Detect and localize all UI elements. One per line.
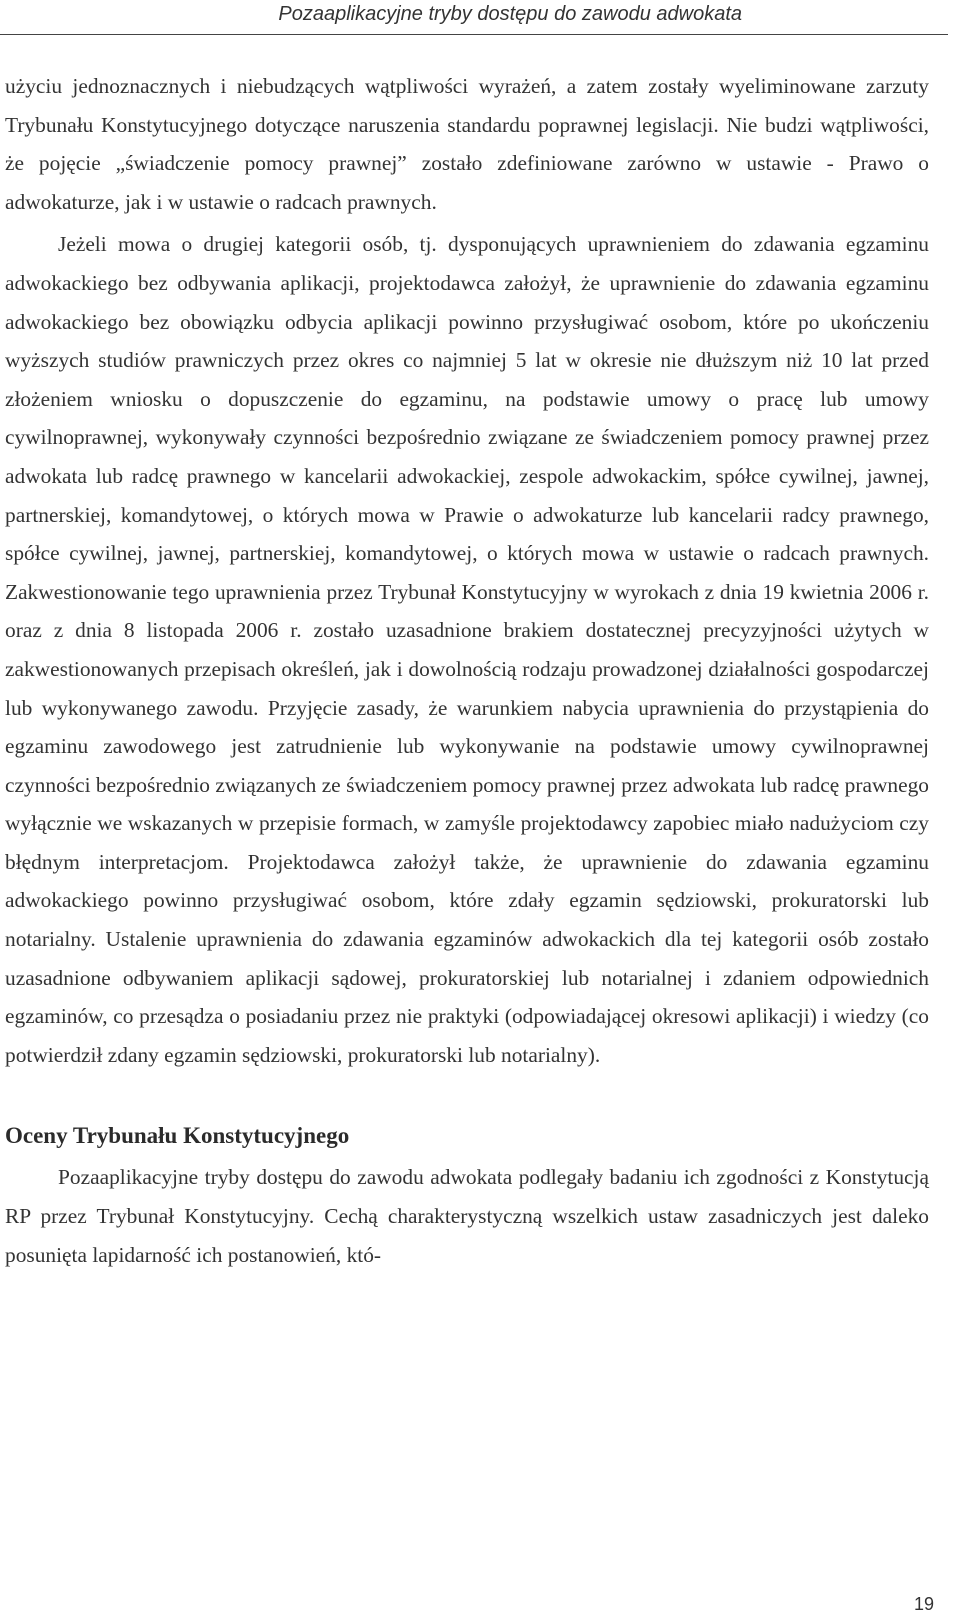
running-title: Pozaaplikacyjne tryby dostępu do zawodu adwokata (278, 3, 742, 25)
body-paragraph-1: użyciu jednoznacznych i niebudzących wątpliwości wyrażeń, a zatem zostały wyeliminowane zarzuty Trybunału Konstytucyjnego dotyczące naruszenia standardu poprawnej legislacji. Nie budzi wątpliwości, że pojęcie „świadczenie pomocy prawnej” zostało zdefiniowane zarówno w ustawie - Prawo o adwokaturze, jak i w ustawie o radcach prawnych. (5, 74, 929, 214)
body-paragraph-2: Jeżeli mowa o drugiej kategorii osób, tj. dysponujących uprawnieniem do zdawania egzaminu adwokackiego bez odbywania aplikacji, projektodawca założył, że uprawnienie do zdawania egzaminu adwokackiego bez obowiązku odbycia aplikacji powinno przysługiwać osobom, które po ukończeniu wyższych studiów prawniczych przez okres co najmniej 5 lat w okresie nie dłuższym niż 10 lat przed złożeniem wniosku o dopuszczenie do egzaminu, na podstawie umowy o pracę lub umowy cywilnoprawnej, wykonywały czynności bezpośrednio związane ze świadczeniem pomocy prawnej przez adwokata lub radcę prawnego w kancelarii adwokackiej, zespole adwokackim, spółce cywilnej, jawnej, partnerskiej, komandytowej, o których mowa w Prawie o adwokaturze lub kancelarii radcy prawnego, spółce cywilnej, jawnej, partnerskiej, komandytowej, o których mowa w ustawie o radcach prawnych. Zakwestionowanie tego uprawnienia przez Trybunał Konstytucyjny w wyrokach z dnia 19 kwietnia 2006 r. oraz z dnia 8 listopada 2006 r. zostało uzasadnione brakiem dostatecznej precyzyjności użytych w zakwestionowanych przepisach określeń, jak i dowolnością rodzaju prowadzonej działalności gospodarczej lub wykonywanego zawodu. Przyjęcie zasady, że warunkiem nabycia uprawnienia do przystąpienia do egzaminu zawodowego jest zatrudnienie lub wykonywanie na podstawie umowy cywilnoprawnej czynności bezpośrednio związanych ze świadczeniem pomocy prawnej przez adwokata lub radcę prawnego wyłącznie we wskazanych w przepisie formach, w zamyśle projektodawcy zapobiec miało nadużyciom czy błędnym interpretacjom. Projektodawca założył także, że uprawnienie do zdawania egzaminu adwokackiego powinno przysługiwać osobom, które zdały egzamin sędziowski, prokuratorski lub notarialny. Ustalenie uprawnienia do zdawania egzaminów adwokackich dla tej kategorii osób zostało uzasadnione odbywaniem aplikacji sądowej, prokuratorskiej lub notarialnej i zdaniem odpowiednich egzaminów, co przesądza o posiadaniu przez nie praktyki (odpowiadającej okresowi aplikacji) i wiedzy (co potwierdził zdany egzamin sędziowski, prokuratorski lub notarialny). (5, 232, 929, 1067)
running-header (0, 0, 948, 35)
section-heading: Oceny Trybunału Konstytucyjnego (5, 1123, 350, 1149)
body-paragraph-3: Pozaaplikacyjne tryby dostępu do zawodu adwokata podlegały badaniu ich zgodności z Konstytucją RP przez Trybunał Konstytucyjny. Cechą charakterystyczną wszelkich ustaw zasadniczych jest daleko posunięta lapidarność ich postanowień, któ- (5, 1165, 929, 1267)
page-number: 19 (913, 1594, 934, 1614)
page-body (5, 67, 929, 1274)
